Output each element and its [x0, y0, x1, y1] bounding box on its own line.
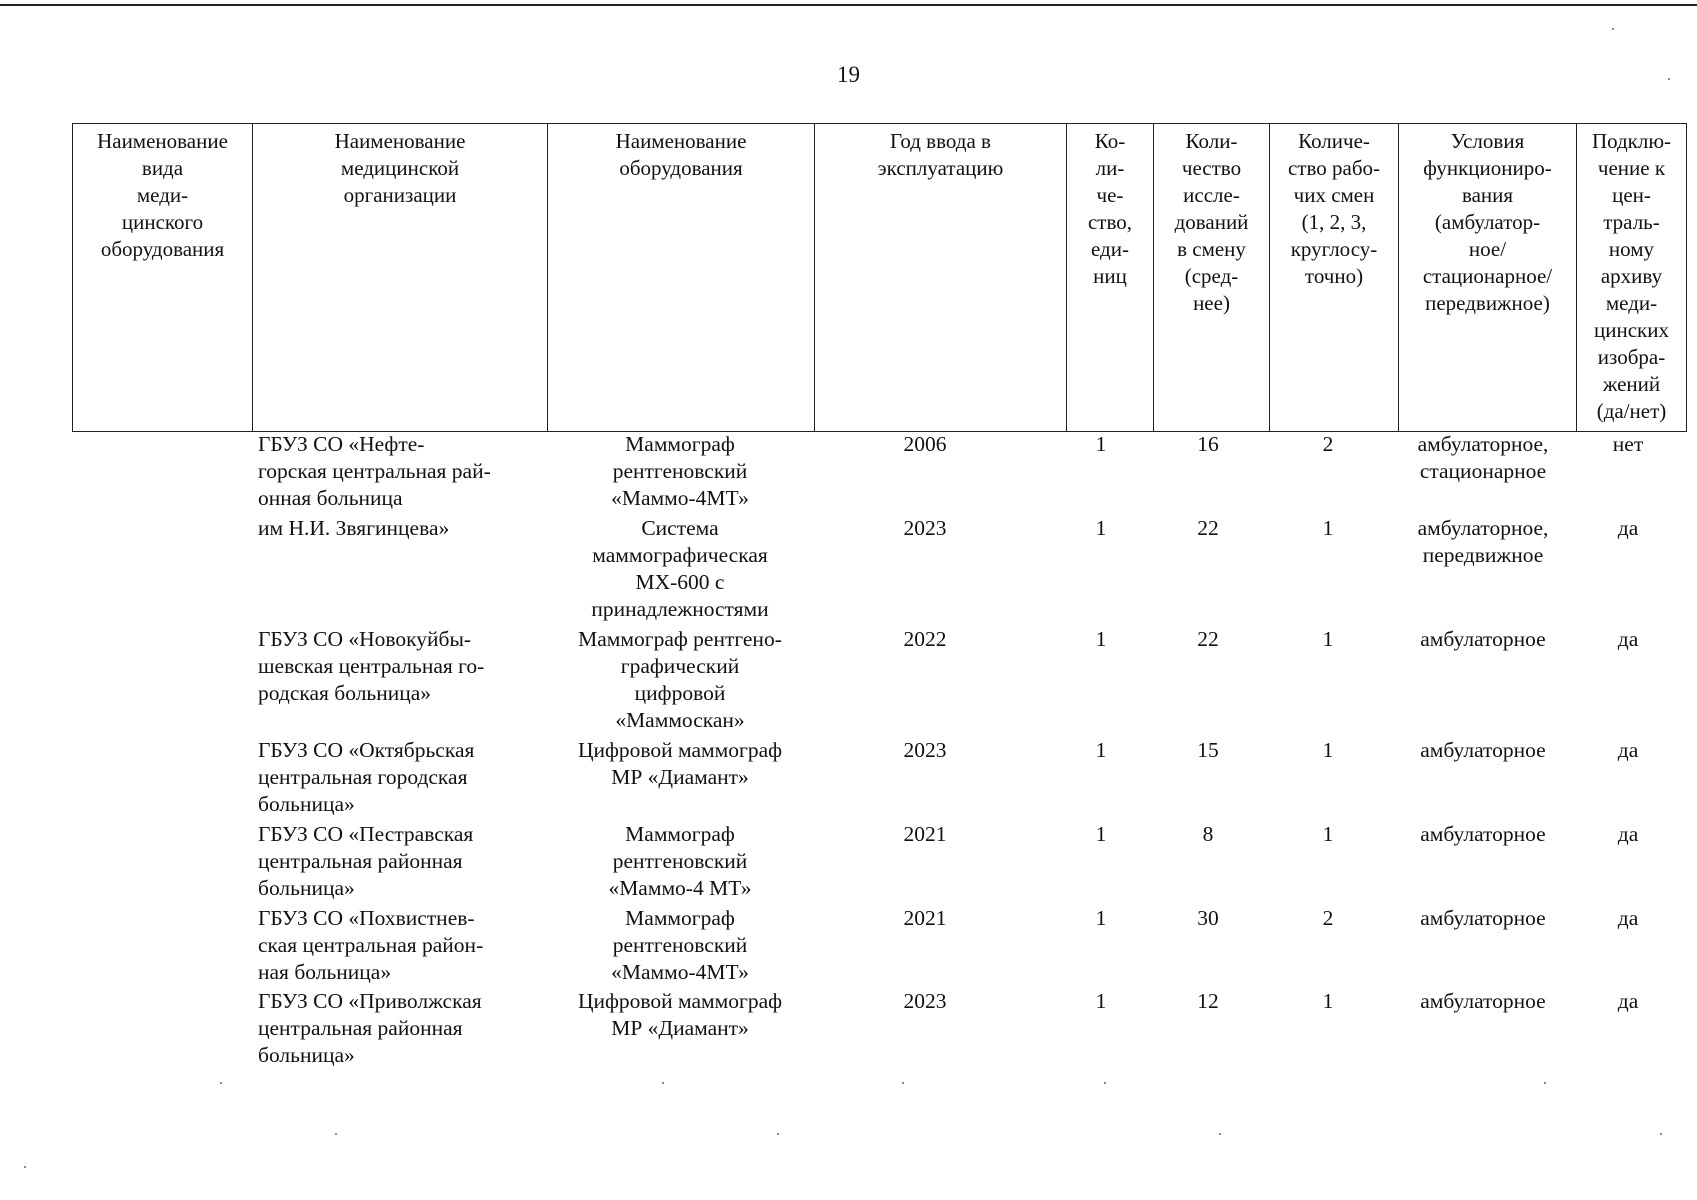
row-shifts: 1	[1322, 627, 1334, 651]
scan-speck	[335, 1133, 337, 1135]
row-archive: да	[1617, 627, 1639, 651]
row-organization: ГБУЗ СО «Новокуйбы- шевская центральная го- родская больница»	[258, 627, 485, 705]
row-studies: 15	[1197, 738, 1219, 762]
row-archive: да	[1617, 738, 1639, 762]
row-conditions: амбулаторное, стационарное	[1417, 432, 1549, 483]
row-year: 2023	[903, 738, 947, 762]
row-studies: 22	[1197, 516, 1219, 540]
header-equipment: Наименование оборудования	[548, 124, 815, 432]
row-equipment: Маммограф рентгеновский «Маммо-4МТ»	[611, 906, 749, 984]
scan-speck	[220, 1082, 222, 1084]
row-year: 2023	[903, 989, 947, 1013]
row-conditions: амбулаторное	[1420, 906, 1546, 930]
row-equipment: Цифровой маммограф МР «Диамант»	[577, 738, 783, 789]
scan-speck	[662, 1082, 664, 1084]
row-organization: ГБУЗ СО «Нефте- горская центральная рай- онная больница	[258, 432, 491, 510]
row-year: 2006	[903, 432, 947, 456]
header-quantity: Ко- ли- че- ство, еди- ниц	[1067, 124, 1154, 432]
row-shifts: 2	[1322, 432, 1334, 456]
row-conditions: амбулаторное	[1420, 989, 1546, 1013]
row-shifts: 2	[1322, 906, 1334, 930]
row-organization: им Н.И. Звягинцева»	[258, 516, 450, 540]
row-equipment: Маммограф рентгеновский «Маммо-4 МТ»	[608, 822, 752, 900]
header-organization: Наименование медицинской организации	[253, 124, 548, 432]
row-studies: 30	[1197, 906, 1219, 930]
row-organization: ГБУЗ СО «Приволжская центральная районная больница»	[258, 989, 482, 1067]
header-archive: Подклю- чение к цен- траль- ному архиву меди- цинских изобра- жений (да/нет)	[1577, 124, 1687, 432]
row-shifts: 1	[1322, 989, 1334, 1013]
row-quantity: 1	[1095, 432, 1107, 456]
row-year: 2021	[903, 822, 947, 846]
row-conditions: амбулаторное	[1420, 822, 1546, 846]
row-shifts: 1	[1322, 738, 1334, 762]
row-conditions: амбулаторное	[1420, 627, 1546, 651]
row-equipment: Маммограф рентгено- графический цифровой «Маммоскан»	[578, 627, 782, 732]
scan-speck	[902, 1082, 904, 1084]
row-conditions: амбулаторное	[1420, 738, 1546, 762]
row-shifts: 1	[1322, 516, 1334, 540]
scan-speck	[1544, 1082, 1546, 1084]
page-number: 19	[837, 62, 860, 87]
header-shifts: Количе- ство рабо- чих смен (1, 2, 3, круглосу- точно)	[1270, 124, 1399, 432]
row-year: 2021	[903, 906, 947, 930]
top-border-line	[0, 4, 1697, 6]
row-quantity: 1	[1095, 516, 1107, 540]
scan-speck	[1104, 1082, 1106, 1084]
row-organization: ГБУЗ СО «Октябрьская центральная городская больница»	[258, 738, 475, 816]
row-archive: нет	[1612, 432, 1644, 456]
row-shifts: 1	[1322, 822, 1334, 846]
row-quantity: 1	[1095, 822, 1107, 846]
row-studies: 8	[1202, 822, 1214, 846]
table-header	[72, 123, 1687, 432]
row-organization: ГБУЗ СО «Похвистнев- ская центральная район- ная больница»	[258, 906, 484, 984]
row-quantity: 1	[1095, 989, 1107, 1013]
scan-speck	[1612, 28, 1614, 30]
row-quantity: 1	[1095, 906, 1107, 930]
row-year: 2023	[903, 516, 947, 540]
row-studies: 22	[1197, 627, 1219, 651]
row-organization: ГБУЗ СО «Пестравская центральная районная больница»	[258, 822, 474, 900]
row-equipment: Система маммографическая МХ-600 с принадлежностями	[591, 516, 769, 621]
row-year: 2022	[903, 627, 947, 651]
row-archive: да	[1617, 516, 1639, 540]
scan-speck	[1660, 1133, 1662, 1135]
row-archive: да	[1617, 822, 1639, 846]
header-studies: Коли- чество иссле- дований в смену (сред- нее)	[1154, 124, 1270, 432]
row-equipment: Маммограф рентгеновский «Маммо-4МТ»	[611, 432, 749, 510]
row-quantity: 1	[1095, 738, 1107, 762]
row-equipment: Цифровой маммограф МР «Диамант»	[577, 989, 783, 1040]
scan-speck	[1219, 1133, 1221, 1135]
row-conditions: амбулаторное, передвижное	[1417, 516, 1549, 567]
row-archive: да	[1617, 906, 1639, 930]
scan-speck	[24, 1166, 26, 1168]
scan-speck	[777, 1133, 779, 1135]
header-year: Год ввода в эксплуатацию	[815, 124, 1067, 432]
row-studies: 12	[1197, 989, 1219, 1013]
row-studies: 16	[1197, 432, 1219, 456]
header-equipment-type: Наименование вида меди- цинского оборудования	[73, 124, 253, 432]
row-quantity: 1	[1095, 627, 1107, 651]
row-archive: да	[1617, 989, 1639, 1013]
header-conditions: Условия функциониро- вания (амбулатор- ное/ стационарное/ передвижное)	[1399, 124, 1577, 432]
scan-speck	[1668, 78, 1670, 80]
